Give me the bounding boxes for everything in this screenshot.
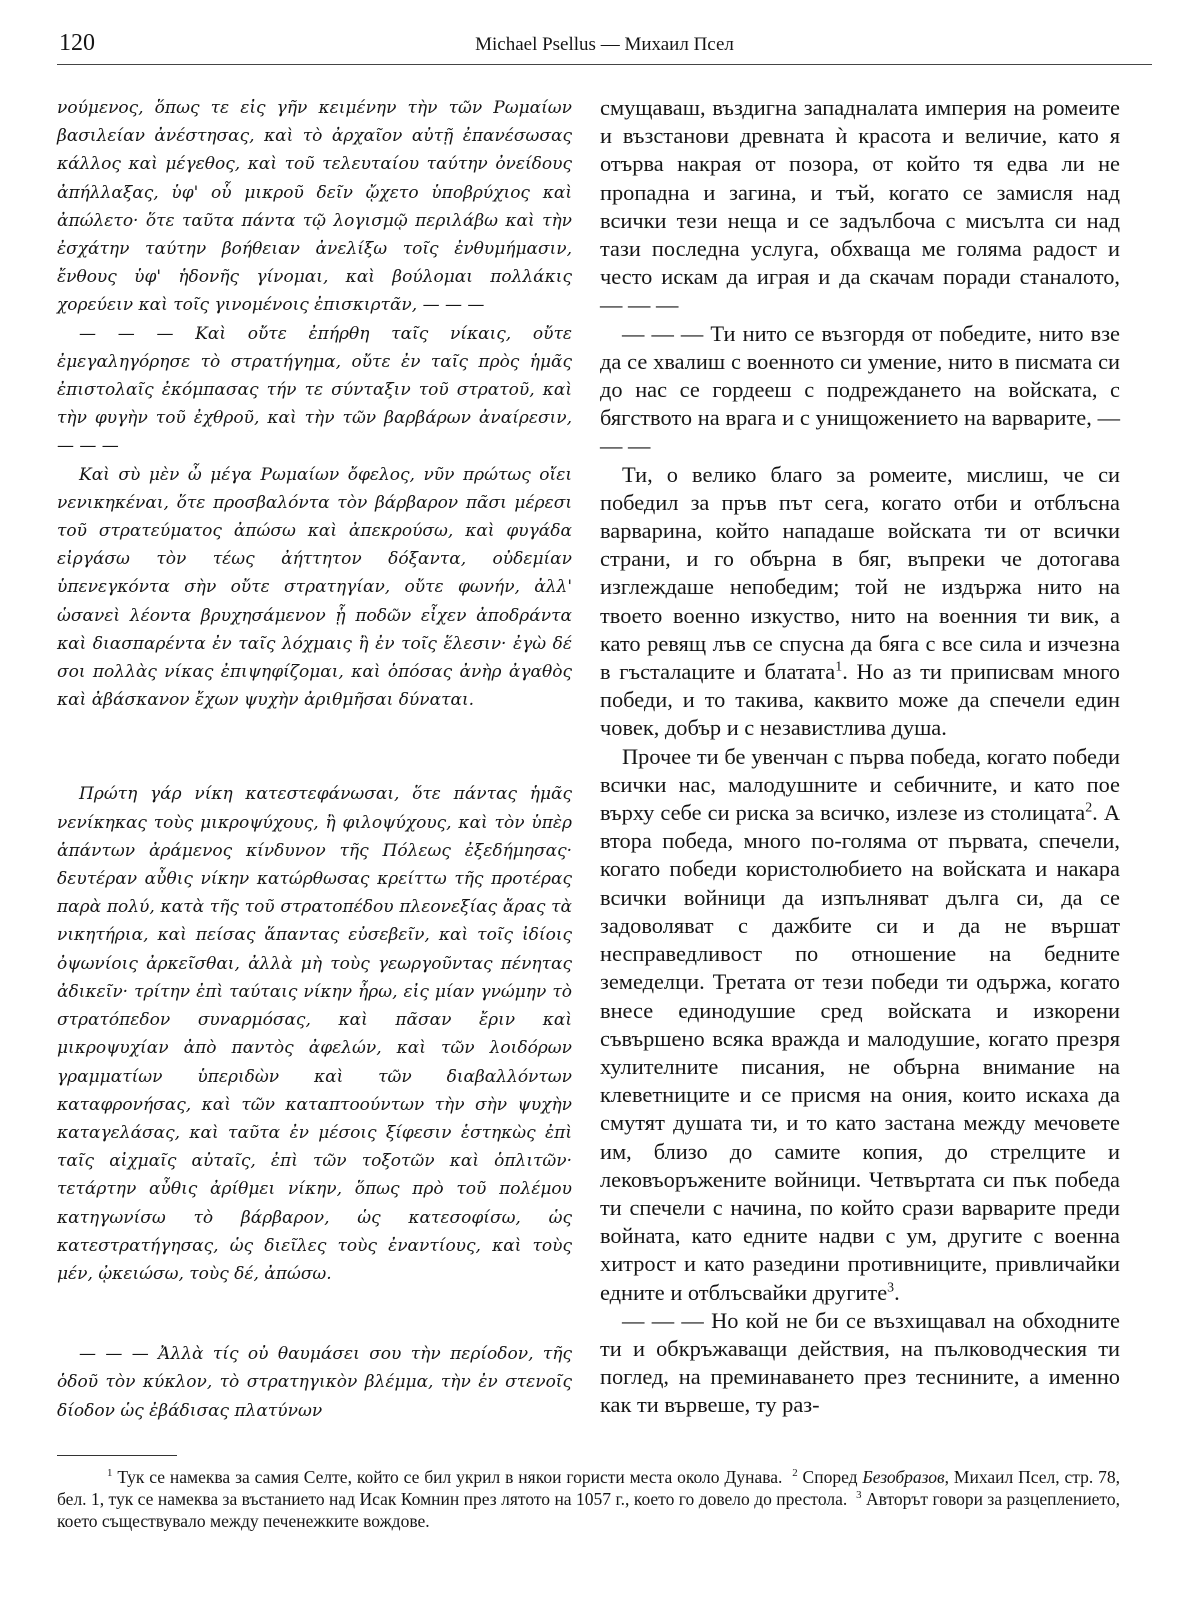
bulgarian-paragraph-4-end: . (894, 1279, 900, 1305)
footnote-ref-3: 3 (887, 1280, 895, 1296)
footnote-ref-2: 2 (1085, 800, 1093, 816)
greek-paragraph-3: Καὶ σὺ μὲν ὦ μέγα Ρωμαίων ὄφελος, νῦν πρώτως οἴει νενικηκέναι, ὅτε προσβαλόντα τὸν βάρβαρον πᾶσι μέρεσι τοῦ στρατεύματος ἀπώσω καὶ ἀπεκρούσω, καὶ φυγάδα εἰργάσω τὸν τέως ἀήττητον δόξαντα, οὐδεμίαν ὑπενεγκόντα σὴν οὔτε στρατηγίαν, οὔτε φωνήν, ἀλλ' ὡσανεὶ λέοντα βρυχησάμενον ᾗ ποδῶν εἶχεν ἀποδράντα καὶ διασπαρέντα ἐν ταῖς λόχμαις ἢ ἐν τοῖς ἕλεσιν· ἐγὼ δέ σοι πολλὰς νίκας ἐπιψηφίζομαι, καὶ ὁπόσας ἀνὴρ ἀγαθὸς καὶ ἀβάσκανον ἔχων ψυχὴν ἀριθμῆσαι δύναται. (57, 464, 572, 711)
greek-paragraph-1: νούμενος, ὅπως τε εἰς γῆν κειμένην τὴν τῶν Ρωμαίων βασιλείαν ἀνέστησας, καὶ τὸ ἀρχαῖον αὐτῇ ἐπανέσωσας κάλλος καὶ μέγεθος, καὶ τοῦ τελευταίου ταύτην ὀνείδους ἀπήλλαξας, ὑφ' οὗ μικροῦ δεῖν ᾤχετο ὑποβρύχιος καὶ ἀπώλετο· ὅτε ταῦτα πάντα τῷ λογισμῷ περιλάβω καὶ τὴν ἐσχάτην ταύτην βοήθειαν ἀνελίξω τοῖς ἐνθυμήμασιν, ἔνθους ὑφ' ἡδονῆς γίνομαι, καὶ βούλομαι πολλάκις χορεύειν καὶ τοῖς γινομένοις ἐπισκιρτᾶν, — — — (57, 98, 572, 316)
bulgarian-paragraph-4-middle: . А втора победа, много по-голяма от първата, спечели, когато победи користолюбието на войската и накара всички войници да изпълняват дълга си, да се задоволяват с дажбите си и да не вършат несправедливост по отношение на бедните земеделци. Третата от тези победи ти одържа, когато внесе единодушие сред войската и изкорени съвършено всяка вражда и малодушие, когато презря хулителните писания, не обърна внимание на клеветниците и се присмя на ония, които искаха да смутят душата ти, и то като застана между мечовете им, близо до самите копия, до стрелците и лековъоръжените войници. Четвъртата си пък победа ти спечели с начина, по който срази варварите преди войната, като едните надви с ум, другите с военна хитрост и като разедини противниците, привличайки едните и отблъсвайки другите (600, 800, 1120, 1305)
running-head: Michael Psellus — Михаил Псел (475, 34, 734, 55)
footnote-3-number: 3 (856, 1489, 862, 1502)
page-number: 120 (59, 30, 95, 56)
bulgarian-paragraph-2: — — — Ти нито се възгордя от победите, нито взе да се хвалиш с военното си умение, нито в писмата си до нас се гордееш с подреждането на войската, с бягството на врага и с унищожението на варварите, — — — (600, 320, 1120, 459)
footnote-3-text: Авторът говори за разцеплението, което съществувало между печенежките вождове. (57, 1489, 1120, 1531)
greek-column (57, 94, 572, 1425)
footnote-2-number: 2 (792, 1467, 798, 1480)
page-header (57, 28, 1152, 65)
bulgarian-paragraph-3-text: Ти, о велико благо за ромеите, мислиш, че си победил за пръв път сега, когато отби и отблъсна варварина, който нападаше войската ти от всички страни, и го обърна в бяг, въпреки че дотогава изглеждаше непобедим; той не издържа нито на твоето военно изкуство, нито на военния ти вик, а като ревящ лъв се спусна да бяга с все сила и изчезна в гъсталаците и блатата (600, 461, 1120, 685)
greek-paragraph-5: — — — Ἀλλὰ τίς οὐ θαυμάσει σου τὴν περίοδον, τῆς ὁδοῦ τὸν κύκλον, τὸ στρατηγικὸν βλέμμα, τὴν ἐν στενοῖς δίοδον ὡς ἐβάδισας πλατύνων (57, 1344, 572, 1421)
footnotes (57, 1466, 1120, 1532)
greek-paragraph-2: — — — Καὶ οὔτε ἐπήρθη ταῖς νίκαις, οὔτε ἐμεγαληγόρησε τὸ στρατήγημα, οὔτε ἐν ταῖς πρὸς ἡμᾶς ἐπιστολαῖς ἐκόμπασας τήν τε σύνταξιν τοῦ στρατοῦ, καὶ τὴν φυγὴν τοῦ ἐχθροῦ, καὶ τὴν τῶν βαρβάρων ἀναίρεσιν, — — — (57, 323, 572, 457)
bulgarian-paragraph-4-text: Прочее ти бе увенчан с първа победа, когато победи всички нас, малодушните и себичните, и като пое върху себе си риска за всичко, излезе из столицата (600, 743, 1120, 826)
footnote-divider (57, 1455, 177, 1456)
footnote-2-prefix: Според (802, 1467, 858, 1487)
footnote-1-text: Тук се намеква за самия Селте, който се бил укрил в някои гористи места около Дунава. (117, 1467, 783, 1487)
bulgarian-column (600, 94, 1120, 1420)
footnote-2-text: , Михаил Псел, стр. 78, бел. 1, тук се намеква за въстанието над Исак Комнин през лятото на 1057 г., което го довело до престола. (57, 1467, 1121, 1509)
greek-paragraph-4: Πρώτη γάρ νίκη κατεστεφάνωσαι, ὅτε πάντας ἡμᾶς νενίκηκας τοὺς μικροψύχους, ἢ φιλοψύχους, καὶ τὸν ὑπὲρ ἁπάντων ἀράμενος κίνδυνον τῆς Πόλεως ἐξεδήμησας· δευτέραν αὖθις νίκην κατώρθωσας κρείττω τῆς προτέρας παρὰ πολύ, κατὰ τῆς τοῦ στρατοπέδου πλεονεξίας ἄρας τὰ νικητήρια, καὶ πείσας ἅπαντας εὐσεβεῖν, καὶ τοῖς ἰδίοις ὀψωνίοις ἀρκεῖσθαι, ἀλλὰ μὴ τοὺς γεωργοῦντας πένητας ἀδικεῖν· τρίτην ἐπὶ ταύταις νίκην ἦρω, εἰς μίαν γνώμην τὸ στρατόπεδον συναρμόσας, καὶ πᾶσαν ἔριν καὶ μικροψυχίαν ἀπὸ παντὸς ἀφελών, καὶ τῶν λοιδόρων γραμματίων ὑπεριδὼν καὶ τῶν διαβαλλόντων καταφρονήσας, καὶ τῶν καταπτοούντων τὴν σὴν ψυχὴν καταγελάσας, καὶ ταῦτα ἐν μέσοις ξίφεσιν ἑστηκὼς ἐπὶ ταῖς αἰχμαῖς αὐταῖς, ἐπὶ τῶν τοξοτῶν καὶ ὁπλιτῶν· τετάρτην αὖθις ἀρίθμει νίκην, ὅπως πρὸ τοῦ πολέμου κατηγωνίσω τὸ βάρβαρον, ὡς κατεσοφίσω, ὡς κατεστρατήγησας, ὡς διεῖλες τοὺς ἐναντίους, καὶ τοὺς μέν, ᾠκειώσω, τοὺς δέ, ἀπώσω. (57, 784, 572, 1284)
footnote-ref-1: 1 (835, 659, 843, 675)
bulgarian-paragraph-3-end: . Но аз ти приписвам много победи, и то такива, каквито може да спечели един човек, добър и с независтлива душа. (600, 659, 1120, 741)
footnote-2-author: Безобразов (862, 1467, 945, 1487)
bulgarian-paragraph-4 (600, 743, 1120, 1307)
bulgarian-paragraph-5: — — — Но кой не би се възхищавал на обходните ти и обкръжаващи действия, на пълководческия ти поглед, на преминаването през теснините, а именно как ти вървеше, ту раз- (600, 1307, 1120, 1418)
bulgarian-paragraph-3 (600, 461, 1120, 743)
footnote-1-number: 1 (107, 1467, 113, 1480)
bulgarian-paragraph-1: смущаваш, въздигна западналата империя на ромеите и възстанови древната ѝ красота и величие, като я отърва накрая от позора, от който тя едва ли не пропадна и загина, и тъй, когато се замисля над всички тези неща и се задълбоча с мисълта си над тази последна услуга, обхваща ме голяма радост и често искам да играя и да скачам поради станалото, — — — (600, 95, 1120, 318)
